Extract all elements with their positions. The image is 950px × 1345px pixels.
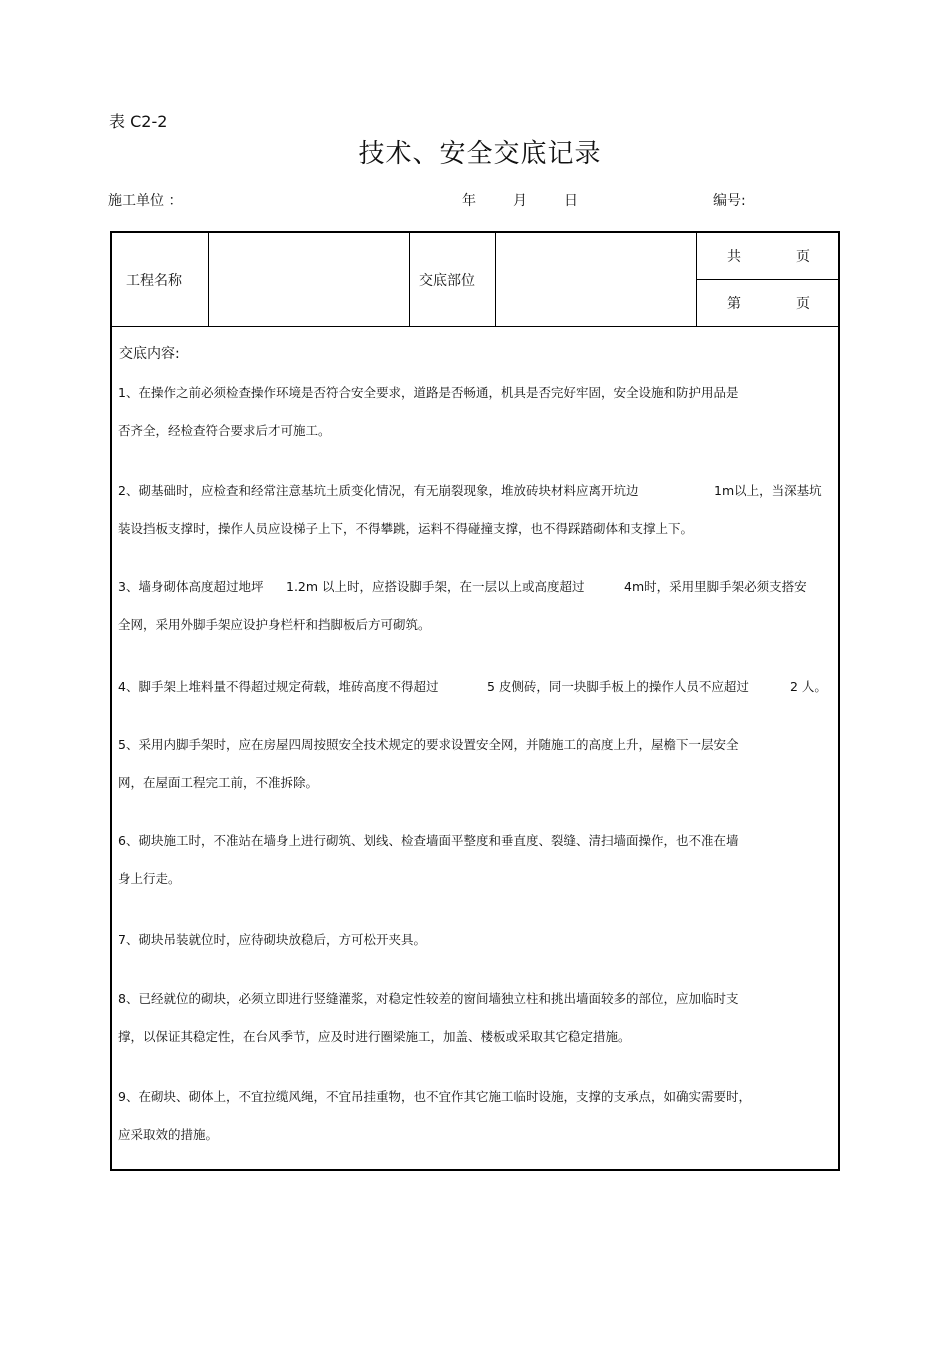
page-number-label: 第: [727, 296, 741, 312]
content-label: 交底内容:: [119, 346, 180, 362]
document-title: 技术、安全交底记录: [358, 139, 602, 169]
content-text: 应采取效的措施。: [118, 1127, 219, 1142]
content-text: 1、在操作之前必须检查操作环境是否符合安全要求，道路是否畅通，机具是否完好牢固，安全设施和防护用品是: [118, 385, 739, 400]
content-text: 网，在屋面工程完工前，不准拆除。: [118, 775, 319, 790]
project-name-label: 工程名称: [126, 273, 182, 289]
content-text: 2 人。: [790, 679, 827, 694]
year-label: 年: [462, 193, 476, 209]
total-pages-label: 共: [727, 249, 741, 265]
form-number: 表 C2-2: [109, 112, 168, 131]
content-text: 撑，以保证其稳定性，在台风季节，应及时进行圈梁施工，加盖、楼板或采取其它稳定措施。: [118, 1029, 631, 1044]
content-text: 1m以上，当深基坑: [714, 483, 822, 498]
page-number-unit: 页: [796, 296, 810, 312]
construction-unit-label: 施工单位 ：: [108, 193, 183, 209]
column-divider: [409, 231, 410, 327]
month-label: 月: [513, 193, 527, 209]
content-text: 8、已经就位的砌块，必须立即进行竖缝灌浆，对稳定性较差的窗间墙独立柱和挑出墙面较多的部位，应加临时支: [118, 991, 739, 1006]
content-text: 2、砌基础时，应检查和经常注意基坑土质变化情况，有无崩裂现象，堆放砖块材料应离开坑边: [118, 483, 639, 498]
handover-location-label: 交底部位: [419, 273, 475, 289]
serial-number-label: 编号:: [713, 193, 746, 209]
content-text: 3、墙身砌体高度超过地坪: [118, 579, 264, 594]
content-text: 装设挡板支撑时，操作人员应设梯子上下，不得攀跳，运料不得碰撞支撑，也不得踩踏砌体和支撑上下。: [118, 521, 694, 536]
content-text: 5、采用内脚手架时，应在房屋四周按照安全技术规定的要求设置安全网，并随施工的高度上升，屋檐下一层安全: [118, 737, 739, 752]
content-text: 1.2m 以上时，应搭设脚手架，在一层以上或高度超过: [286, 579, 585, 594]
content-text: 否齐全，经检查符合要求后才可施工。: [118, 423, 331, 438]
content-text: 7、砌块吊装就位时，应待砌块放稳后，方可松开夹具。: [118, 932, 426, 947]
total-pages-unit: 页: [796, 249, 810, 265]
content-text: 4m时，采用里脚手架必须支搭安: [624, 579, 807, 594]
table-divider: [110, 326, 840, 327]
column-divider: [495, 231, 496, 327]
content-text: 身上行走。: [118, 871, 181, 886]
page-count-divider: [696, 279, 840, 280]
content-text: 全网，采用外脚手架应设护身栏杆和挡脚板后方可砌筑。: [118, 617, 431, 632]
content-text: 4、脚手架上堆料量不得超过规定荷载，堆砖高度不得超过: [118, 679, 439, 694]
column-divider: [208, 231, 209, 327]
content-text: 6、砌块施工时，不准站在墙身上进行砌筑、划线、检查墙面平整度和垂直度、裂缝、清扫墙面操作，也不准在墙: [118, 833, 739, 848]
content-text: 9、在砌块、砌体上，不宜拉缆风绳，不宜吊挂重物，也不宜作其它施工临时设施，支撑的支承点，如确实需要时，: [118, 1089, 751, 1104]
content-text: 5 皮侧砖，同一块脚手板上的操作人员不应超过: [487, 679, 749, 694]
column-divider: [696, 231, 697, 327]
day-label: 日: [564, 193, 578, 209]
